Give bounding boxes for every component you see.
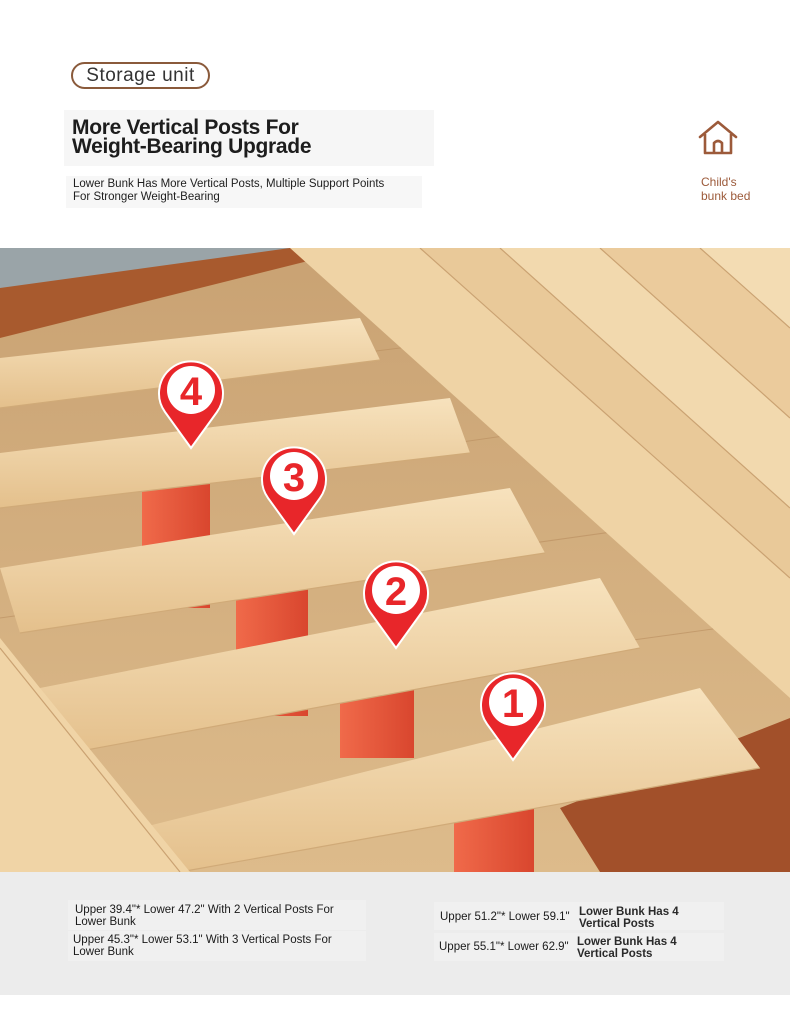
spec-desc-4 <box>577 936 677 960</box>
spec-2-line-2: Lower Bunk <box>73 946 134 958</box>
spec-size-4: Upper 55.1"* Lower 62.9" <box>439 941 569 953</box>
spec-3-desc-line-2: Vertical Posts <box>579 918 655 930</box>
brand-label <box>701 175 750 203</box>
product-photo <box>0 248 790 872</box>
brand-line-2: bunk bed <box>701 189 751 203</box>
spec-3-desc-line-1: Lower Bunk Has 4 <box>579 906 679 918</box>
subtitle-line-2: For Stronger Weight-Bearing <box>73 191 220 203</box>
spec-desc-3 <box>579 906 679 930</box>
spec-4-desc-line-1: Lower Bunk Has 4 <box>577 936 677 948</box>
svg-text:3: 3 <box>282 456 306 500</box>
spec-size-3: Upper 51.2"* Lower 59.1" <box>440 911 570 923</box>
spec-1-line-1: Upper 39.4"* Lower 47.2" With 2 Vertical Posts For <box>75 904 334 916</box>
spec-item-2 <box>73 934 332 958</box>
spec-1-line-2: Lower Bunk <box>75 916 136 928</box>
spec-4-desc-line-2: Vertical Posts <box>577 948 653 960</box>
svg-text:1: 1 <box>501 682 525 726</box>
spec-2-line-1: Upper 45.3"* Lower 53.1" With 3 Vertical Posts For <box>73 934 332 946</box>
house-icon <box>697 118 739 156</box>
page-title <box>72 118 432 156</box>
spec-item-1 <box>75 904 334 928</box>
svg-text:4: 4 <box>179 370 203 414</box>
spec-footer <box>0 872 790 995</box>
subtitle <box>73 178 418 204</box>
storage-unit-badge: Storage unit <box>71 62 210 89</box>
title-line-1: More Vertical Posts For <box>72 116 299 139</box>
subtitle-line-1: Lower Bunk Has More Vertical Posts, Multiple Support Points <box>73 178 385 190</box>
title-line-2: Weight-Bearing Upgrade <box>72 135 312 158</box>
svg-text:2: 2 <box>384 570 408 614</box>
brand-line-1: Child's <box>701 175 737 189</box>
